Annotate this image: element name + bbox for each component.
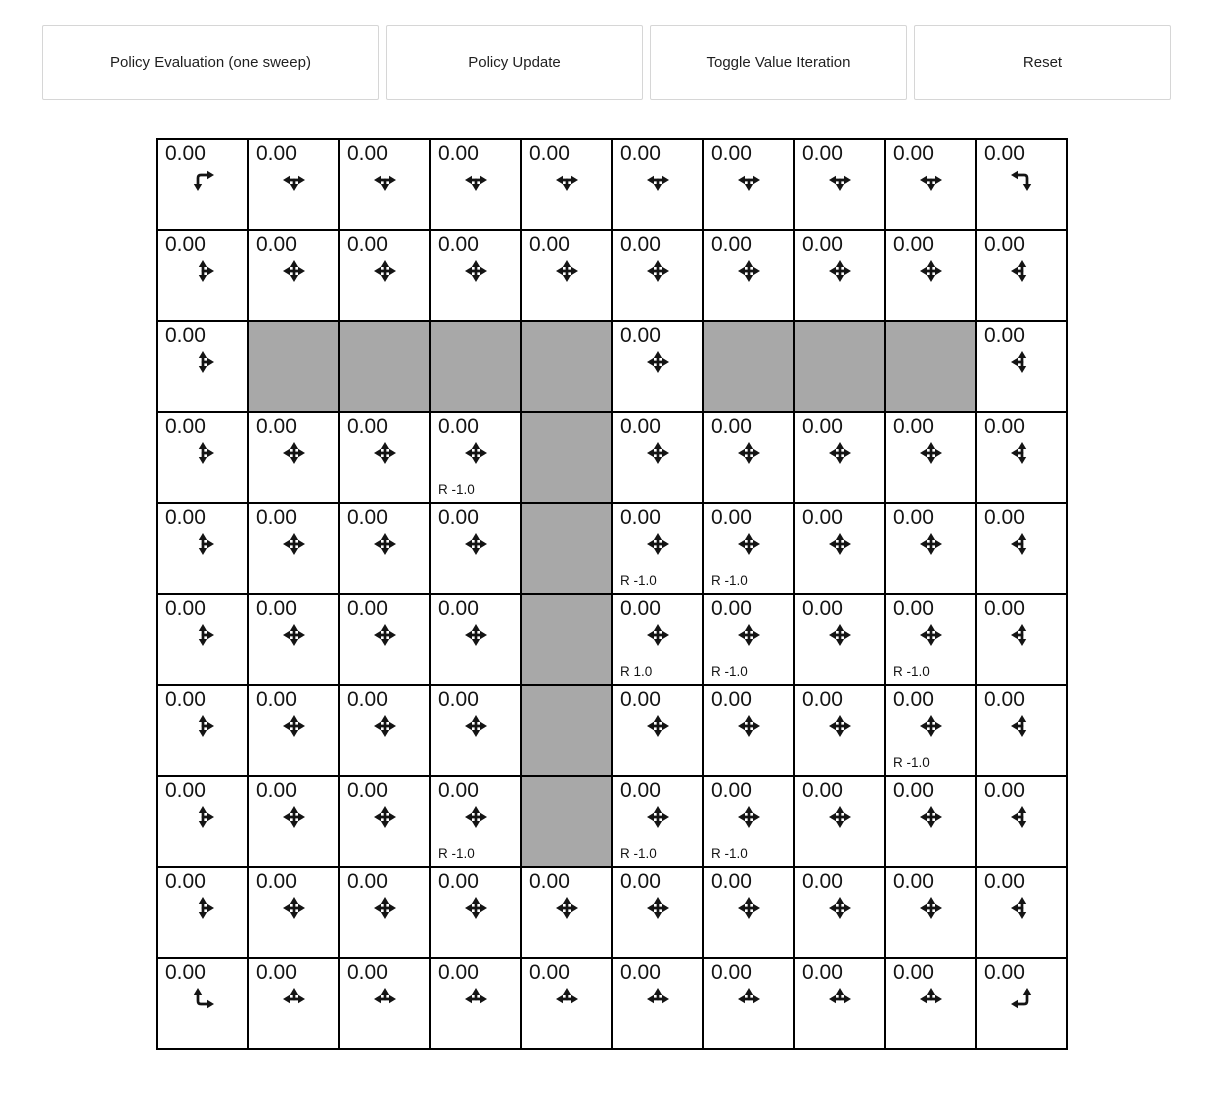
state-value: 0.00 (984, 233, 1025, 256)
state-value: 0.00 (802, 597, 843, 620)
grid-cell[interactable] (886, 413, 975, 502)
grid-cell[interactable] (977, 868, 1066, 957)
grid-cell[interactable] (886, 504, 975, 593)
state-value: 0.00 (711, 233, 752, 256)
state-value: 0.00 (802, 415, 843, 438)
state-value: 0.00 (802, 961, 843, 984)
grid-cell[interactable] (340, 777, 429, 866)
policy-arrow-left-down-right-icon (917, 166, 945, 194)
grid-cell[interactable] (249, 868, 338, 957)
policy-update-button[interactable]: Policy Update (386, 25, 643, 100)
state-value: 0.00 (802, 233, 843, 256)
reward-label: R -1.0 (711, 846, 748, 861)
grid-cell[interactable] (977, 959, 1066, 1048)
policy-arrow-up-left-down-icon (1008, 257, 1036, 285)
wall-cell (522, 777, 611, 866)
state-value: 0.00 (165, 961, 206, 984)
policy-arrow-left-up-right-icon (371, 985, 399, 1013)
reward-label: R -1.0 (893, 755, 930, 770)
state-value: 0.00 (620, 870, 661, 893)
state-value: 0.00 (529, 142, 570, 165)
wall-cell (886, 322, 975, 411)
state-value: 0.00 (438, 688, 479, 711)
policy-arrow-all-icon (826, 803, 854, 831)
state-value: 0.00 (165, 779, 206, 802)
grid-cell[interactable] (704, 686, 793, 775)
policy-arrow-left-down-right-icon (826, 166, 854, 194)
reward-label: R 1.0 (620, 664, 653, 679)
policy-arrow-down-left-icon (1008, 166, 1036, 194)
state-value: 0.00 (711, 506, 752, 529)
policy-arrow-all-icon (371, 803, 399, 831)
state-value: 0.00 (984, 870, 1025, 893)
grid-cell[interactable] (158, 140, 247, 229)
state-value: 0.00 (438, 233, 479, 256)
grid-cell[interactable] (249, 413, 338, 502)
state-value: 0.00 (256, 597, 297, 620)
grid-cell[interactable] (158, 413, 247, 502)
state-value: 0.00 (165, 324, 206, 347)
policy-arrow-left-down-right-icon (280, 166, 308, 194)
grid-cell[interactable] (249, 686, 338, 775)
reward-label: R -1.0 (438, 482, 475, 497)
policy-arrow-up-right-down-icon (189, 803, 217, 831)
reward-label: R -1.0 (711, 664, 748, 679)
wall-cell (522, 413, 611, 502)
grid-cell[interactable] (249, 595, 338, 684)
policy-arrow-all-icon (735, 257, 763, 285)
state-value: 0.00 (711, 415, 752, 438)
policy-arrow-all-icon (917, 621, 945, 649)
policy-evaluation-button[interactable]: Policy Evaluation (one sweep) (42, 25, 379, 100)
wall-cell (795, 322, 884, 411)
grid-cell[interactable] (613, 595, 702, 684)
grid-cell[interactable] (795, 868, 884, 957)
state-value: 0.00 (165, 415, 206, 438)
grid-cell[interactable] (795, 140, 884, 229)
state-value: 0.00 (893, 142, 934, 165)
grid-cell[interactable] (613, 322, 702, 411)
policy-arrow-all-icon (462, 621, 490, 649)
state-value: 0.00 (347, 597, 388, 620)
grid-cell[interactable] (795, 777, 884, 866)
state-value: 0.00 (438, 142, 479, 165)
policy-arrow-up-left-icon (1008, 985, 1036, 1013)
policy-arrow-all-icon (280, 530, 308, 558)
grid-cell[interactable] (522, 959, 611, 1048)
grid-cell[interactable] (886, 595, 975, 684)
policy-arrow-up-left-down-icon (1008, 894, 1036, 922)
policy-arrow-up-right-icon (189, 985, 217, 1013)
state-value: 0.00 (165, 870, 206, 893)
policy-arrow-left-up-right-icon (644, 985, 672, 1013)
grid-cell[interactable] (340, 413, 429, 502)
state-value: 0.00 (984, 961, 1025, 984)
policy-arrow-all-icon (917, 530, 945, 558)
gridworld (156, 138, 1068, 1050)
state-value: 0.00 (347, 142, 388, 165)
policy-arrow-all-icon (553, 257, 581, 285)
grid-cell[interactable] (977, 686, 1066, 775)
grid-cell[interactable] (613, 777, 702, 866)
state-value: 0.00 (256, 142, 297, 165)
policy-arrow-all-icon (553, 894, 581, 922)
policy-arrow-all-icon (644, 257, 672, 285)
wall-cell (704, 322, 793, 411)
state-value: 0.00 (620, 324, 661, 347)
grid-cell[interactable] (795, 959, 884, 1048)
wall-cell (249, 322, 338, 411)
policy-arrow-all-icon (280, 621, 308, 649)
reward-label: R -1.0 (620, 573, 657, 588)
grid-cell[interactable] (704, 140, 793, 229)
grid-cell[interactable] (249, 231, 338, 320)
state-value: 0.00 (438, 415, 479, 438)
policy-arrow-all-icon (462, 530, 490, 558)
grid-cell[interactable] (886, 686, 975, 775)
grid-cell[interactable] (886, 868, 975, 957)
reward-label: R -1.0 (620, 846, 657, 861)
policy-arrow-all-icon (644, 439, 672, 467)
state-value: 0.00 (711, 597, 752, 620)
state-value: 0.00 (256, 870, 297, 893)
state-value: 0.00 (438, 597, 479, 620)
grid-cell[interactable] (977, 595, 1066, 684)
policy-arrow-all-icon (644, 712, 672, 740)
grid-cell[interactable] (158, 231, 247, 320)
grid-cell[interactable] (431, 231, 520, 320)
grid-cell[interactable] (158, 959, 247, 1048)
grid-cell[interactable] (340, 868, 429, 957)
policy-arrow-left-down-right-icon (553, 166, 581, 194)
policy-arrow-up-right-down-icon (189, 530, 217, 558)
policy-arrow-all-icon (826, 894, 854, 922)
state-value: 0.00 (620, 506, 661, 529)
policy-arrow-left-up-right-icon (280, 985, 308, 1013)
policy-arrow-up-right-down-icon (189, 439, 217, 467)
grid-cell[interactable] (704, 595, 793, 684)
wall-cell (522, 322, 611, 411)
policy-arrow-up-right-down-icon (189, 257, 217, 285)
policy-arrow-all-icon (917, 803, 945, 831)
state-value: 0.00 (438, 961, 479, 984)
grid-cell[interactable] (158, 868, 247, 957)
policy-arrow-all-icon (735, 530, 763, 558)
policy-arrow-all-icon (371, 894, 399, 922)
grid-cell[interactable] (886, 959, 975, 1048)
state-value: 0.00 (347, 870, 388, 893)
wall-cell (522, 504, 611, 593)
state-value: 0.00 (256, 233, 297, 256)
grid-cell[interactable] (340, 231, 429, 320)
policy-arrow-down-right-icon (189, 166, 217, 194)
state-value: 0.00 (256, 779, 297, 802)
grid-cell[interactable] (158, 595, 247, 684)
policy-arrow-up-left-down-icon (1008, 439, 1036, 467)
policy-arrow-all-icon (826, 439, 854, 467)
state-value: 0.00 (529, 961, 570, 984)
policy-arrow-all-icon (735, 621, 763, 649)
policy-arrow-all-icon (462, 439, 490, 467)
grid-cell[interactable] (431, 413, 520, 502)
grid-cell[interactable] (522, 868, 611, 957)
toggle-value-iteration-button[interactable]: Toggle Value Iteration (650, 25, 907, 100)
policy-arrow-all-icon (462, 712, 490, 740)
state-value: 0.00 (256, 506, 297, 529)
wall-cell (431, 322, 520, 411)
policy-arrow-up-left-down-icon (1008, 712, 1036, 740)
state-value: 0.00 (893, 870, 934, 893)
grid-cell[interactable] (613, 231, 702, 320)
grid-cell[interactable] (704, 231, 793, 320)
policy-arrow-left-up-right-icon (917, 985, 945, 1013)
state-value: 0.00 (802, 142, 843, 165)
state-value: 0.00 (620, 779, 661, 802)
policy-arrow-up-right-down-icon (189, 894, 217, 922)
policy-arrow-all-icon (826, 621, 854, 649)
policy-arrow-left-up-right-icon (462, 985, 490, 1013)
grid-cell[interactable] (340, 140, 429, 229)
state-value: 0.00 (711, 961, 752, 984)
grid-cell[interactable] (704, 777, 793, 866)
state-value: 0.00 (438, 506, 479, 529)
grid-cell[interactable] (613, 140, 702, 229)
policy-arrow-all-icon (371, 530, 399, 558)
policy-arrow-all-icon (917, 439, 945, 467)
grid-cell[interactable] (249, 777, 338, 866)
state-value: 0.00 (620, 142, 661, 165)
state-value: 0.00 (893, 415, 934, 438)
state-value: 0.00 (347, 233, 388, 256)
policy-arrow-all-icon (644, 530, 672, 558)
grid-cell[interactable] (340, 686, 429, 775)
policy-arrow-all-icon (917, 712, 945, 740)
grid-cell[interactable] (158, 504, 247, 593)
state-value: 0.00 (620, 415, 661, 438)
state-value: 0.00 (347, 506, 388, 529)
policy-arrow-all-icon (371, 712, 399, 740)
state-value: 0.00 (529, 870, 570, 893)
reward-label: R -1.0 (893, 664, 930, 679)
grid-cell[interactable] (795, 686, 884, 775)
state-value: 0.00 (802, 870, 843, 893)
wall-cell (522, 595, 611, 684)
policy-arrow-up-left-down-icon (1008, 530, 1036, 558)
policy-arrow-all-icon (735, 439, 763, 467)
grid-cell[interactable] (704, 504, 793, 593)
grid-cell[interactable] (613, 504, 702, 593)
grid-cell[interactable] (340, 959, 429, 1048)
policy-arrow-all-icon (917, 257, 945, 285)
state-value: 0.00 (802, 779, 843, 802)
grid-cell[interactable] (977, 504, 1066, 593)
grid-cell[interactable] (613, 868, 702, 957)
grid-cell[interactable] (158, 777, 247, 866)
grid-cell[interactable] (795, 413, 884, 502)
state-value: 0.00 (620, 233, 661, 256)
state-value: 0.00 (984, 324, 1025, 347)
state-value: 0.00 (893, 597, 934, 620)
state-value: 0.00 (529, 233, 570, 256)
reset-button[interactable]: Reset (914, 25, 1171, 100)
state-value: 0.00 (711, 142, 752, 165)
policy-arrow-left-down-right-icon (644, 166, 672, 194)
state-value: 0.00 (893, 233, 934, 256)
state-value: 0.00 (347, 688, 388, 711)
grid-cell[interactable] (431, 686, 520, 775)
policy-arrow-all-icon (826, 712, 854, 740)
policy-arrow-all-icon (371, 257, 399, 285)
grid-cell[interactable] (613, 413, 702, 502)
state-value: 0.00 (893, 688, 934, 711)
grid-cell[interactable] (431, 959, 520, 1048)
policy-arrow-all-icon (371, 439, 399, 467)
toolbar (42, 25, 1182, 100)
policy-arrow-up-left-down-icon (1008, 621, 1036, 649)
policy-arrow-all-icon (826, 257, 854, 285)
grid-cell[interactable] (704, 413, 793, 502)
state-value: 0.00 (984, 506, 1025, 529)
state-value: 0.00 (347, 415, 388, 438)
policy-arrow-all-icon (735, 803, 763, 831)
grid-cell[interactable] (340, 504, 429, 593)
policy-arrow-all-icon (280, 257, 308, 285)
reward-label: R -1.0 (438, 846, 475, 861)
grid-cell[interactable] (158, 686, 247, 775)
grid-cell[interactable] (795, 231, 884, 320)
policy-arrow-all-icon (644, 894, 672, 922)
state-value: 0.00 (256, 415, 297, 438)
state-value: 0.00 (984, 779, 1025, 802)
grid-cell[interactable] (977, 322, 1066, 411)
grid-cell[interactable] (431, 777, 520, 866)
policy-arrow-up-right-down-icon (189, 348, 217, 376)
policy-arrow-left-up-right-icon (735, 985, 763, 1013)
policy-arrow-up-left-down-icon (1008, 803, 1036, 831)
grid-cell[interactable] (613, 959, 702, 1048)
policy-arrow-all-icon (917, 894, 945, 922)
state-value: 0.00 (711, 870, 752, 893)
state-value: 0.00 (438, 870, 479, 893)
state-value: 0.00 (256, 688, 297, 711)
grid-cell[interactable] (431, 140, 520, 229)
grid-cell[interactable] (977, 140, 1066, 229)
state-value: 0.00 (984, 415, 1025, 438)
policy-arrow-all-icon (826, 530, 854, 558)
state-value: 0.00 (984, 688, 1025, 711)
policy-arrow-all-icon (644, 803, 672, 831)
state-value: 0.00 (165, 233, 206, 256)
grid-cell[interactable] (886, 777, 975, 866)
grid-cell[interactable] (431, 868, 520, 957)
wall-cell (522, 686, 611, 775)
policy-arrow-all-icon (644, 348, 672, 376)
state-value: 0.00 (256, 961, 297, 984)
grid-cell[interactable] (249, 959, 338, 1048)
policy-arrow-left-down-right-icon (371, 166, 399, 194)
policy-arrow-up-left-down-icon (1008, 348, 1036, 376)
policy-arrow-all-icon (280, 712, 308, 740)
grid-cell[interactable] (431, 595, 520, 684)
state-value: 0.00 (347, 779, 388, 802)
policy-arrow-all-icon (462, 894, 490, 922)
reward-label: R -1.0 (711, 573, 748, 588)
grid-cell[interactable] (522, 140, 611, 229)
grid-cell[interactable] (613, 686, 702, 775)
state-value: 0.00 (893, 779, 934, 802)
policy-arrow-up-right-down-icon (189, 621, 217, 649)
state-value: 0.00 (347, 961, 388, 984)
state-value: 0.00 (802, 506, 843, 529)
policy-arrow-all-icon (280, 803, 308, 831)
state-value: 0.00 (984, 142, 1025, 165)
grid-cell[interactable] (522, 231, 611, 320)
grid-cell[interactable] (431, 504, 520, 593)
grid-cell[interactable] (249, 140, 338, 229)
grid-cell[interactable] (704, 868, 793, 957)
grid-cell[interactable] (704, 959, 793, 1048)
state-value: 0.00 (165, 142, 206, 165)
grid-cell[interactable] (795, 595, 884, 684)
state-value: 0.00 (620, 688, 661, 711)
policy-arrow-all-icon (644, 621, 672, 649)
policy-arrow-left-down-right-icon (735, 166, 763, 194)
grid-cell[interactable] (886, 231, 975, 320)
grid-cell[interactable] (977, 413, 1066, 502)
policy-arrow-left-down-right-icon (462, 166, 490, 194)
policy-arrow-all-icon (462, 803, 490, 831)
policy-arrow-left-up-right-icon (553, 985, 581, 1013)
grid-cell[interactable] (340, 595, 429, 684)
policy-arrow-all-icon (371, 621, 399, 649)
state-value: 0.00 (438, 779, 479, 802)
policy-arrow-left-up-right-icon (826, 985, 854, 1013)
policy-arrow-all-icon (462, 257, 490, 285)
policy-arrow-up-right-down-icon (189, 712, 217, 740)
state-value: 0.00 (802, 688, 843, 711)
state-value: 0.00 (165, 506, 206, 529)
state-value: 0.00 (165, 597, 206, 620)
state-value: 0.00 (620, 597, 661, 620)
state-value: 0.00 (711, 779, 752, 802)
state-value: 0.00 (984, 597, 1025, 620)
grid-cell[interactable] (886, 140, 975, 229)
grid-cell[interactable] (977, 231, 1066, 320)
policy-arrow-all-icon (735, 712, 763, 740)
wall-cell (340, 322, 429, 411)
grid-cell[interactable] (795, 504, 884, 593)
state-value: 0.00 (893, 506, 934, 529)
policy-arrow-all-icon (280, 439, 308, 467)
grid-cell[interactable] (158, 322, 247, 411)
state-value: 0.00 (711, 688, 752, 711)
grid-cell[interactable] (249, 504, 338, 593)
policy-arrow-all-icon (735, 894, 763, 922)
state-value: 0.00 (893, 961, 934, 984)
grid-cell[interactable] (977, 777, 1066, 866)
policy-arrow-all-icon (280, 894, 308, 922)
state-value: 0.00 (620, 961, 661, 984)
state-value: 0.00 (165, 688, 206, 711)
